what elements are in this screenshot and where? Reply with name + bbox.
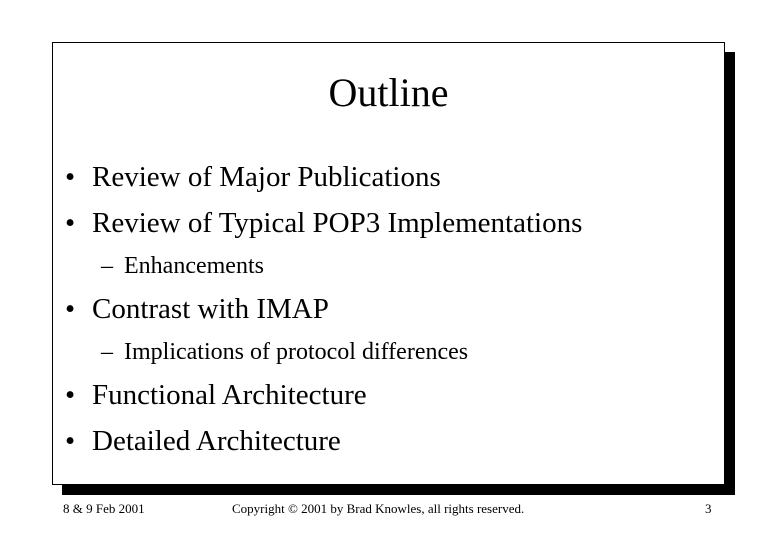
slide-frame [52, 42, 725, 485]
bullet-text: Review of Typical POP3 Implementations [92, 207, 583, 239]
bullet-item [53, 157, 724, 203]
bullet-item [53, 203, 724, 249]
footer-date: 8 & 9 Feb 2001 [63, 501, 145, 516]
bullet-item [53, 421, 724, 467]
sub-bullet-item [53, 335, 724, 375]
sub-bullet-text: Enhancements [124, 253, 264, 279]
bullet-text: Functional Architecture [92, 379, 367, 411]
bullet-icon: • [65, 207, 76, 239]
bullet-icon: • [65, 425, 76, 457]
bullet-icon: • [65, 161, 76, 193]
bullet-item [53, 289, 724, 335]
dash-icon: – [101, 339, 113, 365]
bullet-icon: • [65, 379, 76, 411]
sub-bullet-item [53, 249, 724, 289]
outline-list [53, 157, 724, 467]
bullet-text: Review of Major Publications [92, 161, 441, 193]
slide-title: Outline [328, 70, 449, 115]
bullet-text: Contrast with IMAP [92, 293, 329, 325]
bullet-icon: • [65, 293, 76, 325]
bullet-text: Detailed Architecture [92, 425, 341, 457]
dash-icon: – [101, 253, 113, 279]
bullet-item [53, 375, 724, 421]
sub-bullet-text: Implications of protocol differences [124, 339, 469, 365]
page-number: 3 [705, 501, 712, 516]
footer-copyright: Copyright © 2001 by Brad Knowles, all rights reserved. [232, 501, 525, 516]
